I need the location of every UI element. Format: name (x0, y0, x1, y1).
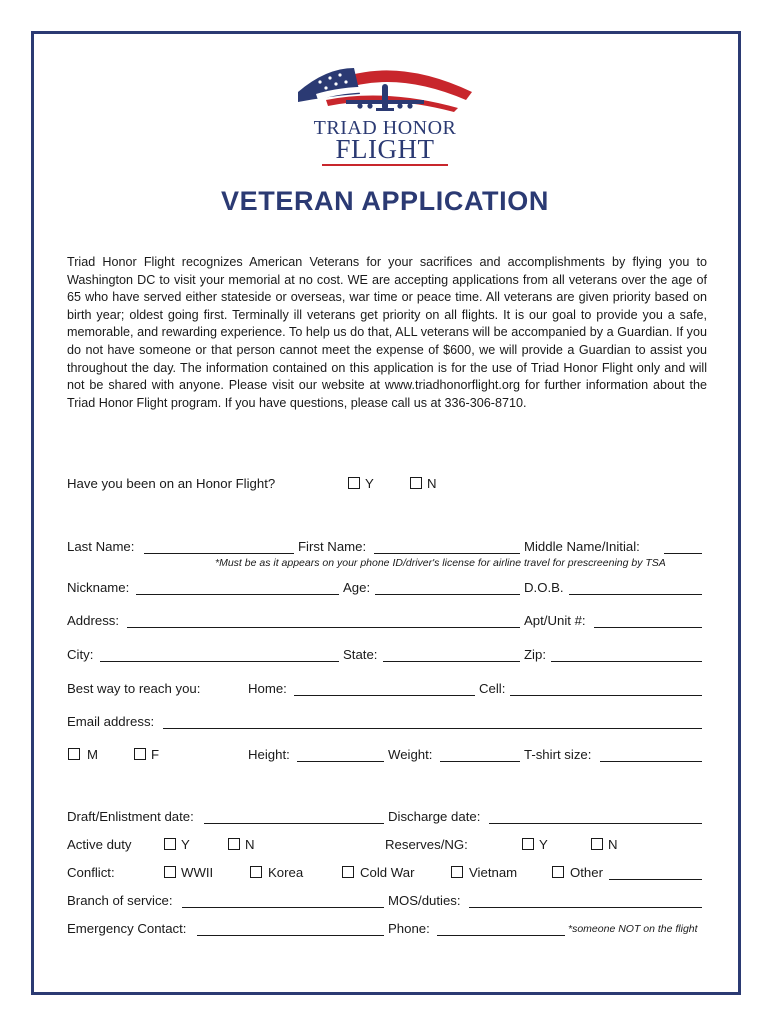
emergency-contact-field[interactable] (197, 935, 384, 936)
emergency-contact-label: Emergency Contact: (67, 921, 187, 936)
draft-date-field[interactable] (204, 823, 384, 824)
city-field[interactable] (100, 661, 339, 662)
tshirt-size-label: T-shirt size: (524, 747, 592, 762)
nickname-label: Nickname: (67, 580, 130, 595)
page-title: VETERAN APPLICATION (221, 186, 549, 216)
zip-label: Zip: (524, 647, 546, 662)
mos-duties-field[interactable] (469, 907, 702, 908)
cell-phone-field[interactable] (510, 695, 702, 696)
conflict-label: Conflict: (67, 865, 115, 880)
conflict-korea-label: Korea (268, 865, 304, 880)
conflict-vietnam-label: Vietnam (469, 865, 518, 880)
logo-text-line2: FLIGHT (335, 134, 435, 164)
email-label: Email address: (67, 714, 155, 729)
branch-of-service-label: Branch of service: (67, 893, 173, 908)
conflict-cold-war-label: Cold War (360, 865, 415, 880)
tshirt-size-field[interactable] (600, 761, 702, 762)
weight-field[interactable] (440, 761, 520, 762)
active-duty-yes-label: Y (181, 837, 190, 852)
conflict-other-field[interactable] (609, 879, 702, 880)
conflict-wwii-checkbox[interactable] (164, 866, 176, 878)
intro-paragraph: Triad Honor Flight recognizes American Veterans for your sacrifices and accomplishments by flying you to Washington DC to visit your memorial at no cost. WE are accepting applications from all veterans over the age of 65 who have served either stateside or overseas, war time or peace time. All veterans are given priority based on birth year; oldest going first. Terminally ill veterans get priority on all flights. It is our goal to provide you a safe, memorable, and rewarding experience. To help us do that, ALL veterans will be accompanied by a Guardian. If you do not have someone or that person cannot meet the expense of $600, we will provide a Guardian to assist you throughout the day. The information contained on this application is for the use of Triad Honor Flight only and will not be shared with anyone. Please visit our website at www.triadhonorflight.org for further information about the Triad Honor Flight program. If you have questions, please call us at 336-306-8710. (67, 255, 707, 410)
female-checkbox[interactable] (134, 748, 146, 760)
active-duty-yes-checkbox[interactable] (164, 838, 176, 850)
last-name-label: Last Name: (67, 539, 135, 554)
middle-name-field[interactable] (664, 553, 702, 554)
age-label: Age: (343, 580, 371, 595)
active-duty-label: Active duty (67, 837, 132, 852)
apt-unit-field[interactable] (594, 627, 702, 628)
best-way-to-reach-label: Best way to reach you: (67, 681, 201, 696)
apt-unit-label: Apt/Unit #: (524, 613, 586, 628)
honor-flight-no-label: N (427, 476, 437, 491)
conflict-vietnam-checkbox[interactable] (451, 866, 463, 878)
zip-field[interactable] (551, 661, 702, 662)
dob-field[interactable] (569, 594, 702, 595)
male-checkbox[interactable] (68, 748, 80, 760)
female-label: F (151, 747, 160, 762)
draft-date-label: Draft/Enlistment date: (67, 809, 194, 824)
honor-flight-question: Have you been on an Honor Flight? (67, 476, 276, 491)
honor-flight-yes-label: Y (365, 476, 374, 491)
mos-duties-label: MOS/duties: (388, 893, 461, 908)
active-duty-no-label: N (245, 837, 255, 852)
emergency-phone-field[interactable] (437, 935, 565, 936)
conflict-other-checkbox[interactable] (552, 866, 564, 878)
address-field[interactable] (127, 627, 520, 628)
emergency-contact-note: *someone NOT on the flight (568, 923, 698, 935)
emergency-phone-label: Phone: (388, 921, 430, 936)
branch-of-service-field[interactable] (182, 907, 384, 908)
city-label: City: (67, 647, 94, 662)
middle-name-label: Middle Name/Initial: (524, 539, 640, 554)
honor-flight-yes-checkbox[interactable] (348, 477, 360, 489)
discharge-date-field[interactable] (489, 823, 702, 824)
conflict-korea-checkbox[interactable] (250, 866, 262, 878)
dob-label: D.O.B. (524, 580, 564, 595)
email-field[interactable] (163, 728, 702, 729)
state-label: State: (343, 647, 378, 662)
conflict-cold-war-checkbox[interactable] (342, 866, 354, 878)
reserves-yes-checkbox[interactable] (522, 838, 534, 850)
address-label: Address: (67, 613, 120, 628)
male-label: M (87, 747, 98, 762)
flag-airplane-icon (296, 58, 474, 118)
height-field[interactable] (297, 761, 384, 762)
honor-flight-no-checkbox[interactable] (410, 477, 422, 489)
cell-phone-label: Cell: (479, 681, 506, 696)
conflict-other-label: Other (570, 865, 603, 880)
triad-honor-flight-logo (296, 58, 474, 170)
nickname-field[interactable] (136, 594, 339, 595)
home-phone-field[interactable] (294, 695, 475, 696)
reserves-label: Reserves/NG: (385, 837, 468, 852)
age-field[interactable] (375, 594, 520, 595)
weight-label: Weight: (388, 747, 433, 762)
state-field[interactable] (383, 661, 520, 662)
tsa-name-note: *Must be as it appears on your phone ID/driver's license for airline travel for prescreening by TSA (215, 557, 666, 569)
first-name-label: First Name: (298, 539, 367, 554)
logo-underline (322, 164, 448, 166)
height-label: Height: (248, 747, 290, 762)
last-name-field[interactable] (144, 553, 294, 554)
conflict-wwii-label: WWII (181, 865, 214, 880)
active-duty-no-checkbox[interactable] (228, 838, 240, 850)
reserves-no-label: N (608, 837, 618, 852)
reserves-yes-label: Y (539, 837, 548, 852)
logo-text-line1: TRIAD HONOR (313, 117, 457, 139)
home-phone-label: Home: (248, 681, 287, 696)
first-name-field[interactable] (374, 553, 520, 554)
discharge-date-label: Discharge date: (388, 809, 481, 824)
reserves-no-checkbox[interactable] (591, 838, 603, 850)
